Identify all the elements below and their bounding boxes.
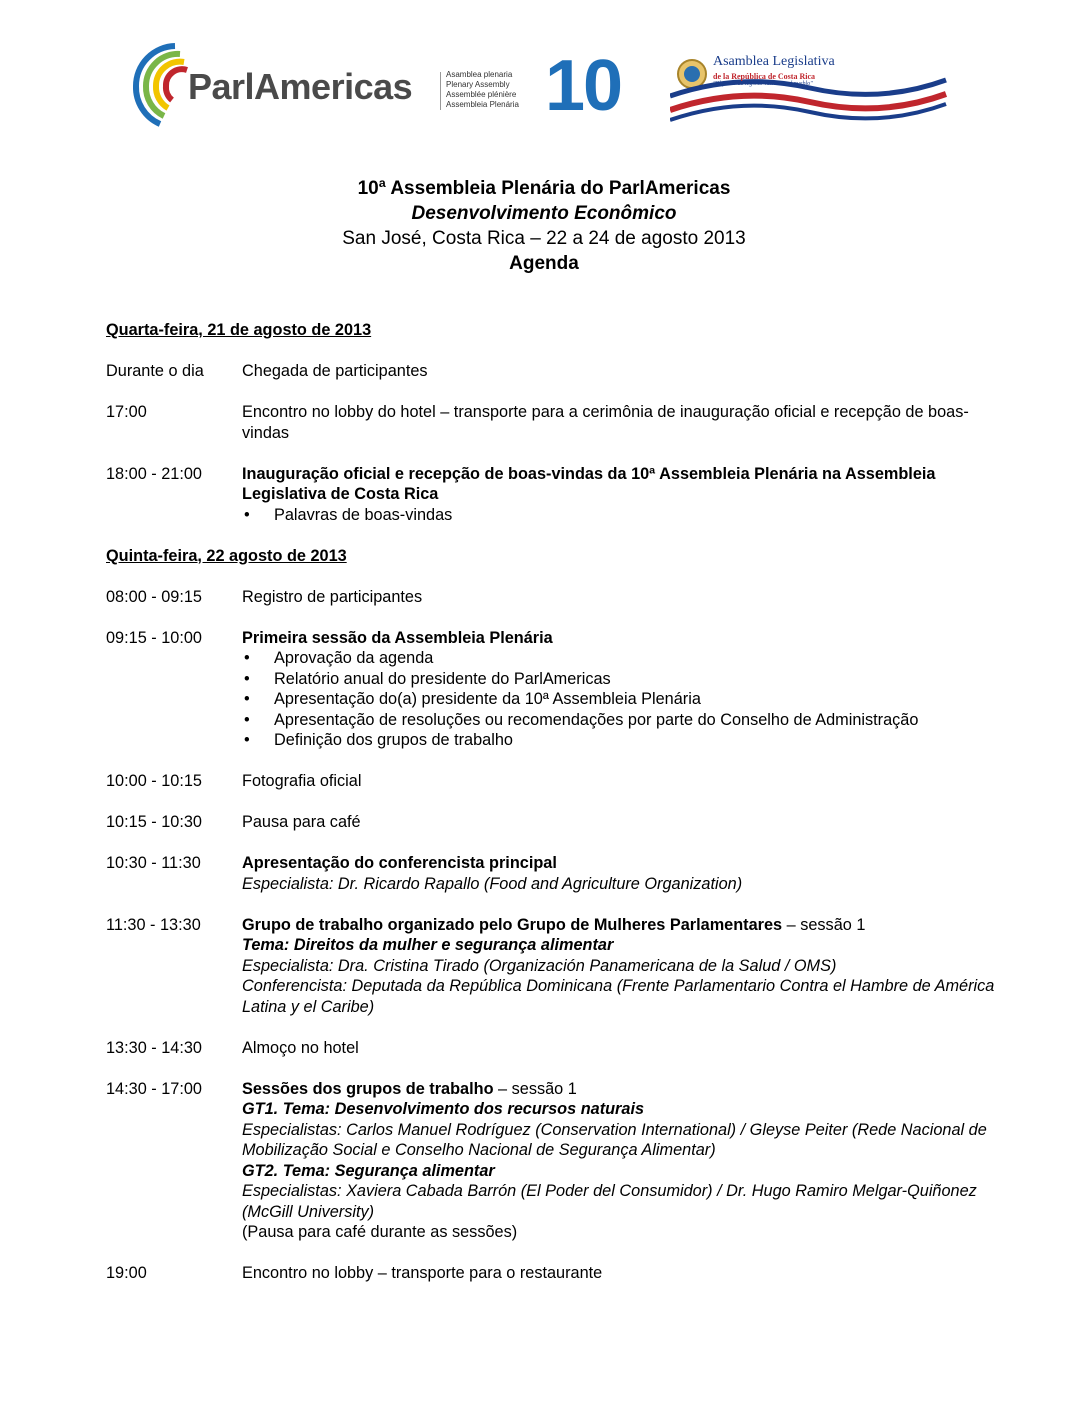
bullet-item: • Relatório anual do presidente do ParlAmericas xyxy=(242,669,996,690)
logo-divider xyxy=(440,72,441,110)
agenda-item xyxy=(106,402,996,443)
agenda-item xyxy=(106,771,996,792)
page-header xyxy=(0,0,1088,150)
item-theme: Tema: Direitos da mulher e segurança alimentar xyxy=(242,936,614,954)
item-desc xyxy=(242,853,996,894)
gt2-theme: GT2. Tema: Segurança alimentar xyxy=(242,1161,495,1180)
gt2-specialists: Especialistas: Xaviera Cabada Barrón (El Poder del Consumidor) / Dr. Hugo Ramiro Melgar-Quiñonez (McGill University) xyxy=(242,1182,977,1221)
item-time: 11:30 - 13:30 xyxy=(106,915,201,934)
item-title: Sessões dos grupos de trabalho xyxy=(242,1079,494,1098)
item-session: – sessão 1 xyxy=(493,1079,577,1098)
item-title: Primeira sessão da Assembleia Plenária xyxy=(242,628,553,647)
bullet-item: • Aprovação da agenda xyxy=(242,648,996,669)
edition-number: 10 xyxy=(545,46,622,126)
item-text: Chegada de participantes xyxy=(242,362,428,380)
item-title: Inauguração oficial e recepção de boas-vindas da 10ª Assembleia Plenária na Assembleia Legislativa de Costa Rica xyxy=(242,464,936,503)
item-time: 13:30 - 14:30 xyxy=(106,1038,202,1057)
item-desc xyxy=(242,464,996,526)
agenda-item xyxy=(106,587,996,608)
item-speaker: Conferencista: Deputada da República Dominicana (Frente Parlamentario Contra el Hambre de América Latina y el Caribe) xyxy=(242,977,995,1016)
item-time: 10:30 - 11:30 xyxy=(106,854,201,872)
item-title-line xyxy=(242,915,996,936)
bullet-item: • Palavras de boas-vindas xyxy=(242,505,996,526)
agenda-item xyxy=(106,1263,996,1284)
item-desc xyxy=(242,915,996,1018)
item-desc xyxy=(242,628,996,751)
title-line-2: Desenvolvimento Econômico xyxy=(411,203,677,224)
item-time: 17:00 xyxy=(106,403,147,421)
agenda-item xyxy=(106,853,996,894)
assembly-labels xyxy=(446,70,519,110)
item-title: Grupo de trabalho organizado pelo Grupo de Mulheres Parlamentares xyxy=(242,915,783,934)
bullet-list xyxy=(242,648,996,751)
assembly-label: Plenary Assembly xyxy=(446,80,510,89)
item-text: Encontro no lobby do hotel – transporte para a cerimônia de inauguração oficial e recepção de boas-vindas xyxy=(242,403,969,442)
item-speaker: Especialista: Dr. Ricardo Rapallo (Food and Agriculture Organization) xyxy=(242,874,743,893)
item-desc xyxy=(242,1079,996,1243)
agenda-item xyxy=(106,915,996,1018)
title-line-4: Agenda xyxy=(509,253,579,274)
item-time: 14:30 - 17:00 xyxy=(106,1079,202,1098)
host-subtitle: de la República de Costa Rica xyxy=(713,72,815,81)
item-title-line xyxy=(242,1079,996,1100)
agenda-item xyxy=(106,1079,996,1243)
assembly-label: Assemblée plénière xyxy=(446,90,517,99)
item-time: 18:00 - 21:00 xyxy=(106,464,202,483)
day-heading: Quarta-feira, 21 de agosto de 2013 xyxy=(106,321,372,339)
item-time: Durante o dia xyxy=(106,362,204,380)
item-time: 09:15 - 10:00 xyxy=(106,628,202,647)
bullet-item: • Apresentação de resoluções ou recomendações por parte do Conselho de Administração xyxy=(242,710,996,731)
item-text: Pausa para café xyxy=(242,813,361,831)
item-speaker: Especialista: Dra. Cristina Tirado (Organización Panamericana de la Salud / OMS) xyxy=(242,956,837,975)
document-title xyxy=(0,176,1088,276)
item-time: 08:00 - 09:15 xyxy=(106,587,202,606)
item-text: Fotografia oficial xyxy=(242,772,362,790)
gt1-theme: GT1. Tema: Desenvolvimento dos recursos naturais xyxy=(242,1100,645,1118)
agenda-item xyxy=(106,1038,996,1059)
item-text: Encontro no lobby – transporte para o restaurante xyxy=(242,1264,603,1282)
item-title: Apresentação do conferencista principal xyxy=(242,854,557,872)
parlamericas-wordmark: ParlAmericas xyxy=(188,66,413,107)
item-text: Registro de participantes xyxy=(242,587,423,606)
agenda-item xyxy=(106,464,996,526)
assembly-label: Assembleia Plenária xyxy=(446,100,519,109)
agenda-item xyxy=(106,628,996,751)
item-text: Almoço no hotel xyxy=(242,1038,359,1057)
item-session: – sessão 1 xyxy=(782,915,866,934)
item-time: 10:15 - 10:30 xyxy=(106,813,202,831)
bullet-item: • Apresentação do(a) presidente da 10ª Assembleia Plenária xyxy=(242,689,996,710)
gt1-specialists: Especialistas: Carlos Manuel Rodríguez (Conservation International) / Gleyse Peiter (Rede Nacional de Mobilização Social e Conselho Nacional de Segurança Alimentar) xyxy=(242,1120,987,1159)
title-line-1: 10ª Assembleia Plenária do ParlAmericas xyxy=(357,178,731,199)
assembly-label: Asamblea plenaria xyxy=(446,70,513,79)
host-motto: "El poder de legislar reside en el pueblo" xyxy=(713,81,813,87)
bullet-item: • Definição dos grupos de trabalho xyxy=(242,730,996,751)
day-heading: Quinta-feira, 22 agosto de 2013 xyxy=(106,546,347,565)
parlamericas-logo xyxy=(130,40,450,130)
agenda-item xyxy=(106,812,996,833)
bullet-list xyxy=(242,505,996,526)
agenda-item xyxy=(106,361,996,382)
item-note: (Pausa para café durante as sessões) xyxy=(242,1223,518,1241)
host-title: Asamblea Legislativa xyxy=(713,54,835,69)
title-line-3: San José, Costa Rica – 22 a 24 de agosto 2013 xyxy=(342,228,746,249)
item-time: 19:00 xyxy=(106,1264,147,1282)
item-time: 10:00 - 10:15 xyxy=(106,772,202,790)
agenda-body xyxy=(106,320,996,1304)
